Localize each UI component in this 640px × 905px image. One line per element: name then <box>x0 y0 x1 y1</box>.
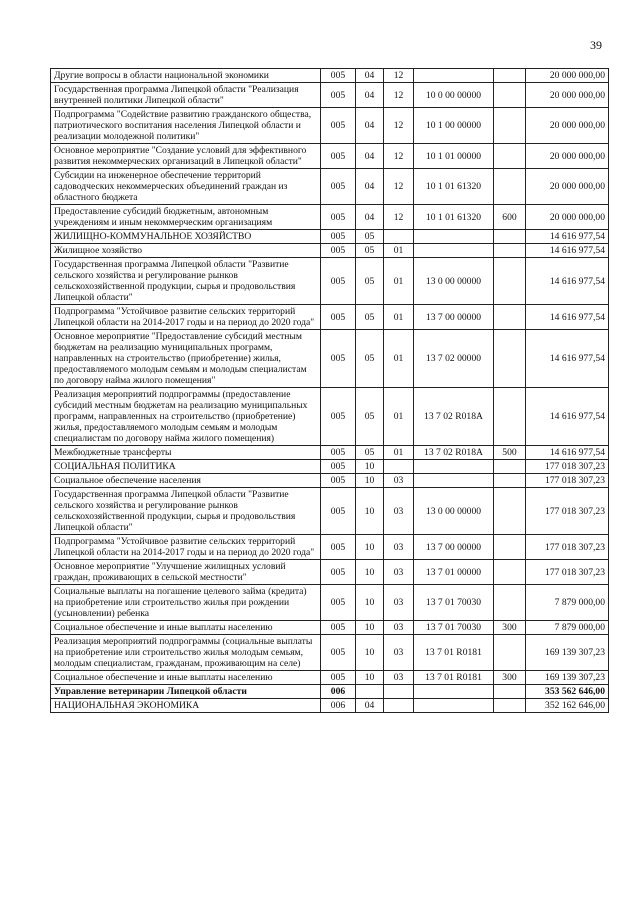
row-grbs-code: 005 <box>321 69 356 83</box>
row-amount: 14 616 977,54 <box>526 258 609 305</box>
row-target-article-code <box>414 685 494 699</box>
row-expense-type-code <box>494 83 526 108</box>
row-amount: 169 139 307,23 <box>526 671 609 685</box>
row-amount: 177 018 307,23 <box>526 474 609 488</box>
row-grbs-code: 005 <box>321 635 356 671</box>
row-subsection-code: 03 <box>384 621 414 635</box>
row-target-article-code: 13 7 01 00000 <box>414 560 494 585</box>
row-section-code: 10 <box>356 671 384 685</box>
row-expense-type-code <box>494 258 526 305</box>
row-expense-type-code <box>494 69 526 83</box>
row-section-code: 10 <box>356 585 384 621</box>
row-amount: 14 616 977,54 <box>526 230 609 244</box>
row-expense-type-code <box>494 244 526 258</box>
row-section-code: 04 <box>356 69 384 83</box>
row-name: Основное мероприятие "Создание условий для эффективного развития некоммерческих организаций в Липецкой области" <box>51 144 321 169</box>
row-target-article-code: 10 0 00 00000 <box>414 83 494 108</box>
row-target-article-code <box>414 230 494 244</box>
row-grbs-code: 005 <box>321 244 356 258</box>
row-target-article-code: 13 7 01 70030 <box>414 621 494 635</box>
row-expense-type-code <box>494 330 526 388</box>
row-subsection-code <box>384 460 414 474</box>
table-row <box>51 474 609 488</box>
row-name: Государственная программа Липецкой области "Развитие сельского хозяйства и регулирование рынков сельскохозяйственной продукции, сырья и продовольствия Липецкой области" <box>51 258 321 305</box>
row-expense-type-code <box>494 488 526 535</box>
row-name: Межбюджетные трансферты <box>51 446 321 460</box>
row-amount: 20 000 000,00 <box>526 205 609 230</box>
row-name: Государственная программа Липецкой области "Реализация внутренней политики Липецкой области" <box>51 83 321 108</box>
row-expense-type-code <box>494 585 526 621</box>
row-name: Управление ветеринарии Липецкой области <box>51 685 321 699</box>
row-subsection-code: 03 <box>384 560 414 585</box>
row-amount: 169 139 307,23 <box>526 635 609 671</box>
row-grbs-code: 005 <box>321 474 356 488</box>
row-amount: 20 000 000,00 <box>526 69 609 83</box>
row-target-article-code: 10 1 01 00000 <box>414 144 494 169</box>
row-expense-type-code <box>494 169 526 205</box>
table-row <box>51 685 609 699</box>
row-subsection-code: 01 <box>384 330 414 388</box>
row-expense-type-code <box>494 560 526 585</box>
row-name: Субсидии на инженерное обеспечение территорий садоводческих некоммерческих объединений граждан из областного бюджета <box>51 169 321 205</box>
row-section-code: 05 <box>356 258 384 305</box>
row-name: Основное мероприятие "Предоставление субсидий местным бюджетам на реализацию муниципальных программ, направленных на строительство (приобретение) жилья, предоставляемого молодым семьям и молодым специалистам по договору найма жилого помещения" <box>51 330 321 388</box>
row-target-article-code: 13 7 02 00000 <box>414 330 494 388</box>
row-expense-type-code: 500 <box>494 446 526 460</box>
row-target-article-code: 13 0 00 00000 <box>414 488 494 535</box>
row-grbs-code: 005 <box>321 169 356 205</box>
row-expense-type-code <box>494 230 526 244</box>
row-target-article-code: 10 1 01 61320 <box>414 169 494 205</box>
row-subsection-code: 03 <box>384 488 414 535</box>
row-amount: 352 162 646,00 <box>526 699 609 713</box>
row-name: НАЦИОНАЛЬНАЯ ЭКОНОМИКА <box>51 699 321 713</box>
row-name: Жилищное хозяйство <box>51 244 321 258</box>
row-grbs-code: 005 <box>321 388 356 446</box>
row-expense-type-code <box>494 108 526 144</box>
row-amount: 14 616 977,54 <box>526 305 609 330</box>
row-grbs-code: 006 <box>321 685 356 699</box>
row-expense-type-code <box>494 635 526 671</box>
table-row <box>51 535 609 560</box>
table-row <box>51 671 609 685</box>
row-subsection-code: 12 <box>384 205 414 230</box>
row-subsection-code: 01 <box>384 244 414 258</box>
row-section-code: 10 <box>356 474 384 488</box>
row-section-code: 04 <box>356 108 384 144</box>
row-expense-type-code <box>494 388 526 446</box>
row-target-article-code <box>414 244 494 258</box>
row-subsection-code: 01 <box>384 258 414 305</box>
row-subsection-code: 03 <box>384 535 414 560</box>
row-amount: 20 000 000,00 <box>526 83 609 108</box>
row-target-article-code: 13 7 02 R018A <box>414 446 494 460</box>
table-row <box>51 460 609 474</box>
row-grbs-code: 005 <box>321 305 356 330</box>
table-row <box>51 230 609 244</box>
row-subsection-code: 12 <box>384 144 414 169</box>
row-expense-type-code: 600 <box>494 205 526 230</box>
row-section-code: 10 <box>356 621 384 635</box>
budget-table <box>50 68 609 713</box>
table-row <box>51 258 609 305</box>
page-number: 39 <box>590 38 602 52</box>
table-row <box>51 108 609 144</box>
row-amount: 14 616 977,54 <box>526 330 609 388</box>
row-name: Реализация мероприятий подпрограммы (социальные выплаты на приобретение или строительство жилья молодым семьям, молодым специалистам, гражданам, проживающим на селе) <box>51 635 321 671</box>
row-grbs-code: 005 <box>321 258 356 305</box>
row-grbs-code: 005 <box>321 671 356 685</box>
row-name: Предоставление субсидий бюджетным, автономным учреждениям и иным некоммерческим организациям <box>51 205 321 230</box>
row-subsection-code: 03 <box>384 585 414 621</box>
row-name: Подпрограмма "Содействие развитию гражданского общества, патриотического воспитания населения Липецкой области и реализации молодежной политики" <box>51 108 321 144</box>
row-expense-type-code <box>494 699 526 713</box>
row-target-article-code: 13 7 01 70030 <box>414 585 494 621</box>
row-grbs-code: 005 <box>321 330 356 388</box>
table-row <box>51 205 609 230</box>
row-subsection-code: 03 <box>384 474 414 488</box>
row-name: Реализация мероприятий подпрограммы (предоставление субсидий местным бюджетам на реализацию муниципальных программ, направленных на строительство (приобретение) жилья, предоставляемого молодым семьям и молодым специалистам по договору найма жилого помещения) <box>51 388 321 446</box>
table-row <box>51 635 609 671</box>
row-expense-type-code <box>494 305 526 330</box>
row-amount: 7 879 000,00 <box>526 585 609 621</box>
row-name: Социальное обеспечение населения <box>51 474 321 488</box>
row-name: Социальное обеспечение и иные выплаты населению <box>51 621 321 635</box>
row-section-code: 05 <box>356 330 384 388</box>
row-subsection-code: 01 <box>384 388 414 446</box>
row-subsection-code: 01 <box>384 446 414 460</box>
row-section-code <box>356 685 384 699</box>
row-target-article-code <box>414 699 494 713</box>
row-grbs-code: 006 <box>321 699 356 713</box>
table-row <box>51 446 609 460</box>
row-section-code: 05 <box>356 244 384 258</box>
row-subsection-code <box>384 685 414 699</box>
table-row <box>51 330 609 388</box>
row-subsection-code <box>384 230 414 244</box>
row-amount: 20 000 000,00 <box>526 144 609 169</box>
row-target-article-code <box>414 474 494 488</box>
row-target-article-code: 10 1 01 61320 <box>414 205 494 230</box>
row-name: Социальные выплаты на погашение целевого займа (кредита) на приобретение или строительство жилья при рождении (усыновлении) ребенка <box>51 585 321 621</box>
table-row <box>51 585 609 621</box>
row-section-code: 10 <box>356 460 384 474</box>
row-name: Другие вопросы в области национальной экономики <box>51 69 321 83</box>
row-target-article-code: 10 1 00 00000 <box>414 108 494 144</box>
row-target-article-code: 13 7 00 00000 <box>414 305 494 330</box>
row-section-code: 04 <box>356 169 384 205</box>
row-subsection-code: 03 <box>384 671 414 685</box>
table-row <box>51 69 609 83</box>
row-section-code: 10 <box>356 560 384 585</box>
row-name: СОЦИАЛЬНАЯ ПОЛИТИКА <box>51 460 321 474</box>
row-amount: 177 018 307,23 <box>526 535 609 560</box>
row-section-code: 04 <box>356 205 384 230</box>
row-target-article-code: 13 0 00 00000 <box>414 258 494 305</box>
row-grbs-code: 005 <box>321 535 356 560</box>
table-row <box>51 144 609 169</box>
table-row <box>51 83 609 108</box>
row-amount: 20 000 000,00 <box>526 169 609 205</box>
table-body <box>51 69 609 713</box>
row-section-code: 10 <box>356 635 384 671</box>
table-row <box>51 388 609 446</box>
row-target-article-code: 13 7 01 R0181 <box>414 671 494 685</box>
row-amount: 7 879 000,00 <box>526 621 609 635</box>
row-subsection-code: 01 <box>384 305 414 330</box>
table-row <box>51 621 609 635</box>
row-subsection-code: 12 <box>384 108 414 144</box>
row-name: Государственная программа Липецкой области "Развитие сельского хозяйства и регулирование рынков сельскохозяйственной продукции, сырья и продовольствия Липецкой области" <box>51 488 321 535</box>
row-target-article-code: 13 7 01 R0181 <box>414 635 494 671</box>
row-section-code: 05 <box>356 305 384 330</box>
row-name: Социальное обеспечение и иные выплаты населению <box>51 671 321 685</box>
row-expense-type-code <box>494 460 526 474</box>
row-amount: 177 018 307,23 <box>526 560 609 585</box>
table-row <box>51 305 609 330</box>
row-grbs-code: 005 <box>321 488 356 535</box>
row-expense-type-code <box>494 535 526 560</box>
row-amount: 14 616 977,54 <box>526 244 609 258</box>
row-subsection-code: 12 <box>384 69 414 83</box>
row-grbs-code: 005 <box>321 108 356 144</box>
row-grbs-code: 005 <box>321 585 356 621</box>
row-grbs-code: 005 <box>321 460 356 474</box>
row-grbs-code: 005 <box>321 230 356 244</box>
row-section-code: 04 <box>356 144 384 169</box>
row-expense-type-code <box>494 685 526 699</box>
row-amount: 353 562 646,00 <box>526 685 609 699</box>
row-name: Подпрограмма "Устойчивое развитие сельских территорий Липецкой области на 2014-2017 годы и на период до 2020 года" <box>51 305 321 330</box>
row-expense-type-code: 300 <box>494 671 526 685</box>
row-amount: 14 616 977,54 <box>526 446 609 460</box>
table-row <box>51 488 609 535</box>
row-grbs-code: 005 <box>321 83 356 108</box>
row-section-code: 04 <box>356 83 384 108</box>
row-target-article-code: 13 7 02 R018A <box>414 388 494 446</box>
row-amount: 177 018 307,23 <box>526 488 609 535</box>
row-subsection-code: 03 <box>384 635 414 671</box>
row-name: Основное мероприятие "Улучшение жилищных условий граждан, проживающих в сельской местности" <box>51 560 321 585</box>
row-expense-type-code <box>494 144 526 169</box>
row-amount: 14 616 977,54 <box>526 388 609 446</box>
row-expense-type-code <box>494 474 526 488</box>
table-row <box>51 560 609 585</box>
row-subsection-code: 12 <box>384 169 414 205</box>
row-grbs-code: 005 <box>321 144 356 169</box>
row-section-code: 05 <box>356 388 384 446</box>
row-subsection-code <box>384 699 414 713</box>
row-name: Подпрограмма "Устойчивое развитие сельских территорий Липецкой области на 2014-2017 годы и на период до 2020 года" <box>51 535 321 560</box>
row-amount: 20 000 000,00 <box>526 108 609 144</box>
row-grbs-code: 005 <box>321 621 356 635</box>
row-grbs-code: 005 <box>321 205 356 230</box>
row-grbs-code: 005 <box>321 446 356 460</box>
row-target-article-code <box>414 460 494 474</box>
row-target-article-code <box>414 69 494 83</box>
row-section-code: 05 <box>356 446 384 460</box>
row-name: ЖИЛИЩНО-КОММУНАЛЬНОЕ ХОЗЯЙСТВО <box>51 230 321 244</box>
row-section-code: 05 <box>356 230 384 244</box>
row-section-code: 10 <box>356 535 384 560</box>
row-subsection-code: 12 <box>384 83 414 108</box>
row-target-article-code: 13 7 00 00000 <box>414 535 494 560</box>
row-grbs-code: 005 <box>321 560 356 585</box>
table-row <box>51 244 609 258</box>
row-amount: 177 018 307,23 <box>526 460 609 474</box>
table-row <box>51 699 609 713</box>
row-expense-type-code: 300 <box>494 621 526 635</box>
row-section-code: 04 <box>356 699 384 713</box>
row-section-code: 10 <box>356 488 384 535</box>
table-row <box>51 169 609 205</box>
